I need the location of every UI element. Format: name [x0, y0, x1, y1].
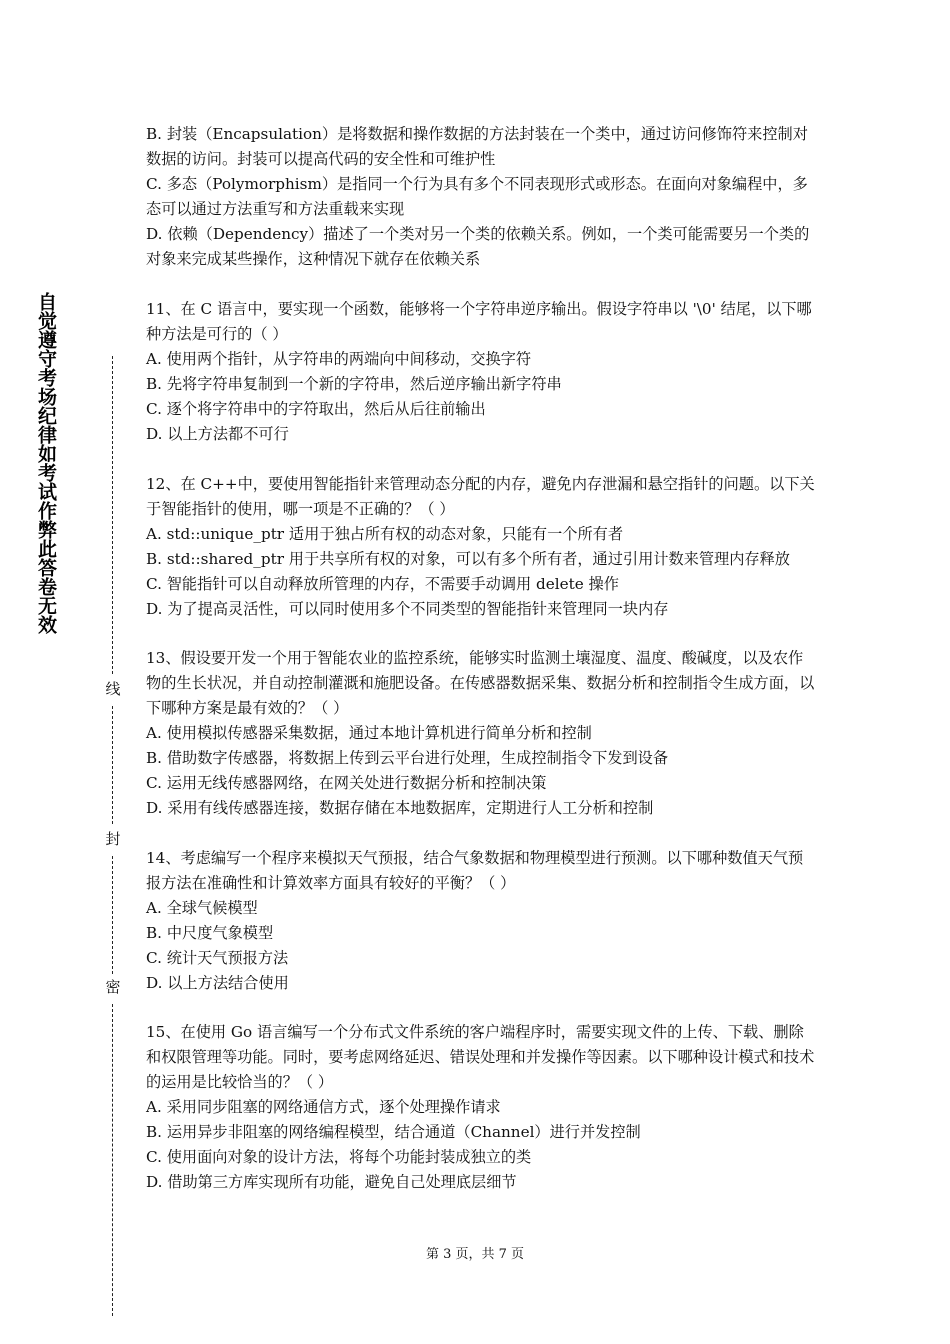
question-option: B. 运用异步非阻塞的网络编程模型，结合通道（Channel）进行并发控制 [146, 1123, 641, 1141]
seal-dashed-line [112, 1004, 113, 1316]
question-12 [146, 472, 816, 622]
question-option: A. std::unique_ptr 适用于独占所有权的动态对象，只能有一个所有者 [146, 524, 624, 543]
question-option: A. 全球气候模型 [146, 898, 258, 917]
exam-warning-text: 自觉遵守考场纪律如考试作弊此答卷无效 [35, 292, 57, 634]
previous-question-continuation [146, 122, 816, 272]
continuation-option: B. 封装（Encapsulation）是将数据和操作数据的方法封装在一个类中，通过访问修饰符来控制对数据的访问。封装可以提高代码的安全性和可维护性 [146, 125, 808, 168]
question-option: A. 使用模拟传感器采集数据，通过本地计算机进行简单分析和控制 [146, 724, 592, 742]
question-option: D. 为了提高灵活性，可以同时使用多个不同类型的智能指针来管理同一块内存 [146, 599, 669, 618]
question-option: C. 使用面向对象的设计方法，将每个功能封装成独立的类 [146, 1148, 532, 1166]
question-stem: 13、假设要开发一个用于智能农业的监控系统，能够实时监测土壤湿度、温度、酸碱度，以及农作物的生长状况，并自动控制灌溉和施肥设备。在传感器数据采集、数据分析和控制指令生成方面，以下哪种方案是最有效的？（ ） [146, 649, 815, 717]
question-stem: 15、在使用 Go 语言编写一个分布式文件系统的客户端程序时，需要实现文件的上传、下载、删除和权限管理等功能。同时，要考虑网络延迟、错误处理和并发操作等因素。以下哪种设计模式和技术的运用是比较恰当的？（ ） [146, 1023, 815, 1091]
question-option: C. 智能指针可以自动释放所管理的内存，不需要手动调用 delete 操作 [146, 574, 619, 593]
question-13 [146, 646, 816, 821]
question-option: B. 借助数字传感器，将数据上传到云平台进行处理，生成控制指令下发到设备 [146, 749, 669, 767]
question-option: D. 以上方法都不可行 [146, 425, 289, 443]
continuation-option: C. 多态（Polymorphism）是指同一个行为具有多个不同表现形式或形态。在面向对象编程中，多态可以通过方法重写和方法重载来实现 [146, 175, 808, 218]
binding-margin [0, 0, 140, 1344]
question-15 [146, 1020, 816, 1195]
question-option: A. 采用同步阻塞的网络通信方式，逐个处理操作请求 [146, 1098, 501, 1116]
page-number: 第 3 页，共 7 页 [425, 1247, 525, 1262]
seal-label-secret: 密 [105, 978, 121, 996]
question-stem: 14、考虑编写一个程序来模拟天气预报，结合气象数据和物理模型进行预测。以下哪种数值天气预报方法在准确性和计算效率方面具有较好的平衡？（ ） [146, 848, 804, 892]
seal-dashed-line [112, 706, 113, 824]
question-option: D. 采用有线传感器连接，数据存储在本地数据库，定期进行人工分析和控制 [146, 799, 654, 817]
seal-dashed-line [112, 856, 113, 974]
question-option: B. 中尺度气象模型 [146, 923, 274, 942]
continuation-option: D. 依赖（Dependency）描述了一个类对另一个类的依赖关系。例如，一个类可能需要另一个类的对象来完成某些操作，这种情况下就存在依赖关系 [146, 225, 810, 268]
seal-label-line: 线 [105, 680, 121, 698]
question-14 [146, 846, 816, 996]
exam-content [146, 122, 816, 1220]
question-stem: 11、在 C 语言中，要实现一个函数，能够将一个字符串逆序输出。假设字符串以 '\0' 结尾，以下哪种方法是可行的（ ） [146, 300, 812, 343]
question-stem: 12、在 C++中，要使用智能指针来管理动态分配的内存，避免内存泄漏和悬空指针的问题。以下关于智能指针的使用，哪一项是不正确的？（ ） [146, 474, 815, 518]
question-option: A. 使用两个指针，从字符串的两端向中间移动，交换字符 [146, 350, 532, 368]
question-option: C. 运用无线传感器网络，在网关处进行数据分析和控制决策 [146, 774, 547, 792]
question-option: B. std::shared_ptr 用于共享所有权的对象，可以有多个所有者，通过引用计数来管理内存释放 [146, 549, 790, 568]
question-11 [146, 297, 816, 447]
question-option: D. 以上方法结合使用 [146, 973, 289, 992]
question-option: C. 逐个将字符串中的字符取出，然后从后往前输出 [146, 400, 486, 418]
seal-dashed-line [112, 356, 113, 674]
seal-label-seal: 封 [105, 830, 121, 848]
question-option: B. 先将字符串复制到一个新的字符串，然后逆序输出新字符串 [146, 375, 562, 393]
question-option: C. 统计天气预报方法 [146, 948, 289, 967]
question-option: D. 借助第三方库实现所有功能，避免自己处理底层细节 [146, 1173, 517, 1191]
